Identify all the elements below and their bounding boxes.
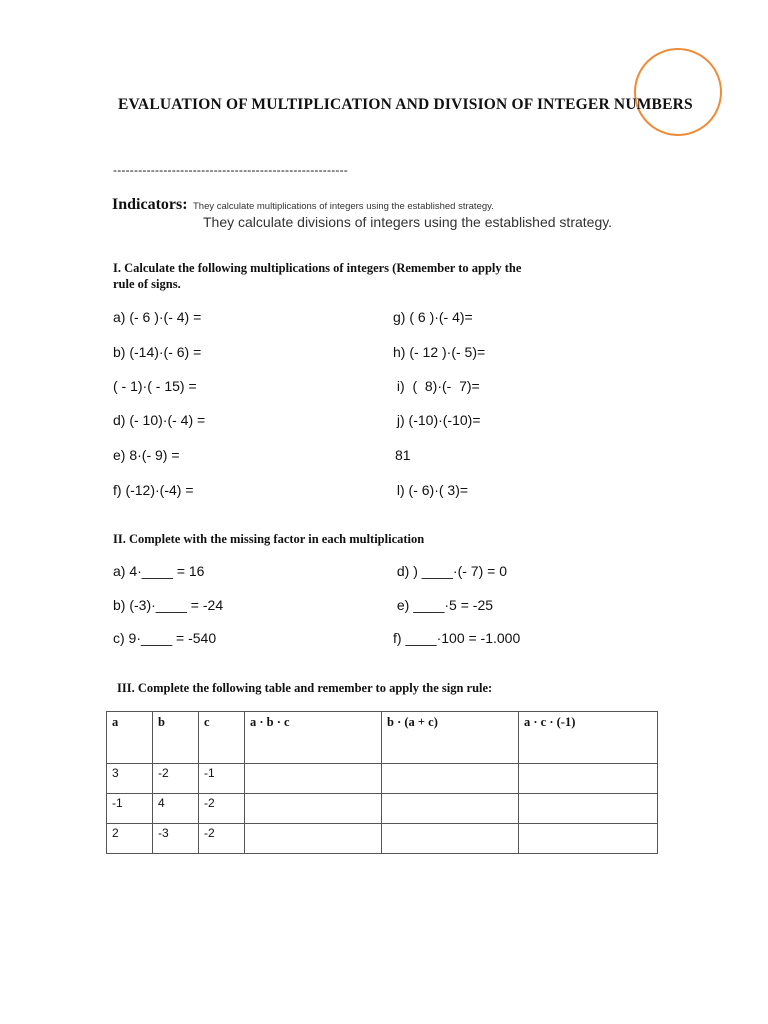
answer-cell[interactable] <box>382 764 519 794</box>
exercise-l: l) (- 6)·( 3)= <box>393 482 469 498</box>
table-cell: 4 <box>153 794 199 824</box>
factor-a: a) 4·____ = 16 <box>113 563 205 579</box>
exercise-f: f) (-12)·(-4) = <box>113 482 194 498</box>
table-cell: -3 <box>153 824 199 854</box>
exercise-d: d) (- 10)·(- 4) = <box>113 412 206 428</box>
section-1-heading <box>113 260 521 292</box>
sign-rule-table <box>106 711 658 854</box>
table-header-cell: c <box>199 712 245 764</box>
answer-cell[interactable] <box>245 824 382 854</box>
divider-dashes: -------------------------------------------------------- <box>113 163 348 177</box>
answer-cell[interactable] <box>245 794 382 824</box>
table-row <box>107 824 658 854</box>
page-title: EVALUATION OF MULTIPLICATION AND DIVISION OF INTEGER NUMBERS <box>118 96 693 113</box>
exercise-i: i) ( 8)·(- 7)= <box>393 378 480 394</box>
indicator-line-1: They calculate multiplications of integers using the established strategy. <box>193 201 494 212</box>
factor-d: d) ) ____·(- 7) = 0 <box>393 563 507 579</box>
table-cell: -2 <box>199 824 245 854</box>
table-cell: 2 <box>107 824 153 854</box>
answer-cell[interactable] <box>519 794 658 824</box>
section-1-heading-line-2: rule of signs. <box>113 277 181 291</box>
exercise-c: ( - 1)·( - 15) = <box>113 378 197 394</box>
section-2-heading: II. Complete with the missing factor in each multiplication <box>113 532 425 546</box>
table-cell: 3 <box>107 764 153 794</box>
indicator-line-2: They calculate divisions of integers using the established strategy. <box>203 214 613 230</box>
table-header-cell: a · b · c <box>245 712 382 764</box>
exercise-a: a) (- 6 )·(- 4) = <box>113 309 202 325</box>
highlight-circle <box>634 48 722 136</box>
factor-e: e) ____·5 = -25 <box>393 597 494 613</box>
exercise-g: g) ( 6 )·(- 4)= <box>393 309 473 325</box>
table-row <box>107 764 658 794</box>
answer-cell[interactable] <box>245 764 382 794</box>
exercise-h: h) (- 12 )·(- 5)= <box>393 344 486 360</box>
table-header-cell: a <box>107 712 153 764</box>
section-3-heading: III. Complete the following table and remember to apply the sign rule: <box>117 681 493 695</box>
exercise-b: b) (-14)·(- 6) = <box>113 344 202 360</box>
table-cell: -1 <box>199 764 245 794</box>
factor-f: f) ____·100 = -1.000 <box>393 630 521 646</box>
factor-b: b) (-3)·____ = -24 <box>113 597 224 613</box>
exercise-e: e) 8·(- 9) = <box>113 447 180 463</box>
table-header-cell: b · (a + c) <box>382 712 519 764</box>
table-header-cell: b <box>153 712 199 764</box>
answer-cell[interactable] <box>519 764 658 794</box>
answer-cell[interactable] <box>382 794 519 824</box>
table-cell: -2 <box>153 764 199 794</box>
indicators-label: Indicators: <box>112 196 188 213</box>
answer-cell[interactable] <box>382 824 519 854</box>
table-cell: -2 <box>199 794 245 824</box>
section-1-heading-line-1: I. Calculate the following multiplications of integers (Remember to apply the <box>113 261 522 275</box>
table-cell: -1 <box>107 794 153 824</box>
table-row <box>107 794 658 824</box>
table-header-row <box>107 712 658 764</box>
exercise-j: j) (-10)·(-10)= <box>393 412 481 428</box>
factor-c: c) 9·____ = -540 <box>113 630 217 646</box>
answer-cell[interactable] <box>519 824 658 854</box>
exercise-k-answer: 81 <box>395 447 411 463</box>
table-header-cell: a · c · (-1) <box>519 712 658 764</box>
